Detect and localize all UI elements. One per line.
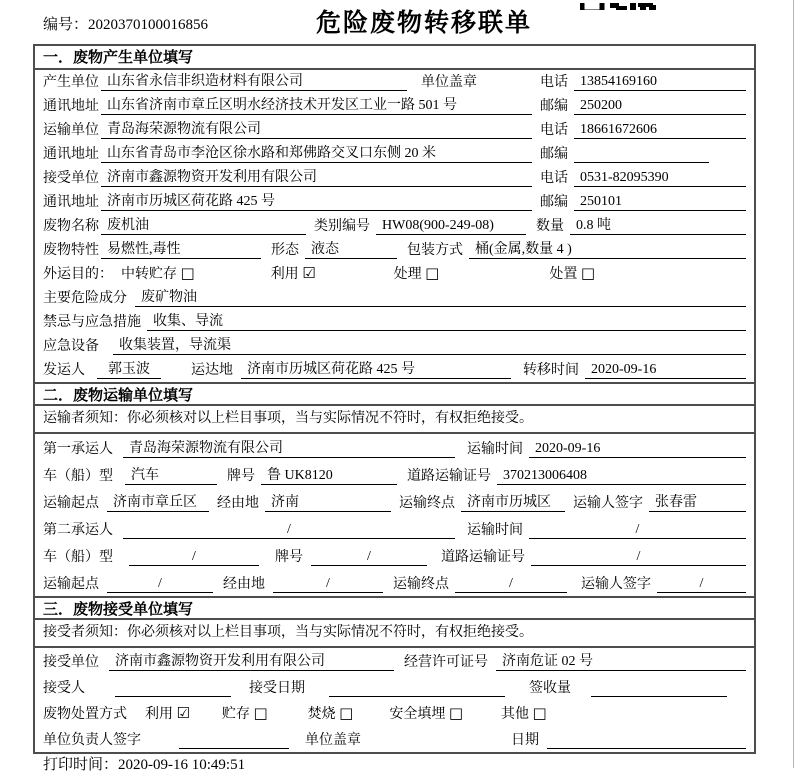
section3-heading: 三．废物接受单位填写 [35, 596, 754, 620]
responsible-sign-row [35, 726, 754, 752]
section2-heading: 二．废物运输单位填写 [35, 382, 754, 406]
receiver-phone-label: 电话 [540, 171, 568, 186]
waste-name-row [35, 214, 754, 238]
transfer-time-label: 转移时间 [523, 363, 579, 378]
plate-value: 鲁 UK8120 [261, 467, 397, 485]
transport-time-value: / [529, 521, 746, 539]
route-end-value: / [455, 575, 567, 593]
producer-zip-value: 250200 [574, 97, 746, 115]
transporter-notice-row [35, 406, 754, 434]
sign-date-label: 日期 [511, 733, 539, 748]
carrier2-value: / [123, 521, 455, 539]
manifest-form [33, 44, 756, 754]
carrier1-row [35, 434, 754, 461]
traits-value: 易燃性,毒性 [101, 241, 261, 259]
receiver-phone-value: 0531-82095390 [574, 169, 746, 187]
producer-zip-label: 邮编 [540, 99, 568, 114]
destination-value: 济南市历城区荷花路 425 号 [241, 361, 511, 379]
transporter-zip-label: 邮编 [540, 147, 568, 162]
route-via-label: 经由地 [217, 496, 259, 511]
transporter-notice-text: 运输者须知：你必须核对以上栏目事项，当与实际情况不符时，有权拒绝接受。 [43, 411, 533, 426]
packing-value: 桶(金属,数量 4 ) [469, 241, 746, 259]
plate-label: 牌号 [227, 469, 255, 484]
route-start-value: / [107, 575, 213, 593]
checkbox-unchecked-icon: □ [253, 704, 268, 722]
window-right-edge [793, 0, 794, 768]
checkbox-checked-icon: ☑ [302, 264, 316, 282]
waste-name-label: 废物名称 [43, 219, 99, 234]
print-time [43, 753, 245, 774]
serial-value: 2020370100016856 [88, 17, 209, 33]
document-header [0, 0, 796, 44]
carrier-sign-value: / [657, 575, 746, 593]
road-permit-label: 道路运输证号 [407, 469, 491, 484]
receiver-label: 接受单位 [43, 171, 99, 186]
waste-code-label: 类别编号 [314, 219, 370, 234]
receipt-date-value [329, 679, 505, 697]
equipment-value: 收集装置，导流渠 [113, 337, 746, 355]
producer-row [35, 70, 754, 94]
purpose-option-utilize: 利用 ☑ [270, 264, 316, 282]
receiver-value: 济南市鑫源物资开发利用有限公司 [101, 169, 532, 187]
transfer-time-value: 2020-09-16 [585, 361, 746, 379]
address-label: 通讯地址 [43, 195, 99, 210]
vehicle-type-value: 汽车 [125, 467, 217, 485]
unit-stamp-label: 单位盖章 [305, 733, 361, 748]
checkbox-unchecked-icon: □ [580, 264, 596, 282]
vehicle-type-value: / [129, 548, 259, 566]
purpose-option-dispose: 处置 □ [549, 264, 596, 282]
address-label: 通讯地址 [43, 99, 99, 114]
packing-label: 包装方式 [407, 243, 463, 258]
route-via-label: 经由地 [223, 577, 265, 592]
carrier-sign-label: 运输人签字 [573, 496, 643, 511]
disposal-option-other: 其他 □ [501, 704, 547, 722]
waste-code-value: HW08(900-249-08) [376, 217, 526, 235]
route-via-value: / [273, 575, 383, 593]
disposal-option-incinerate: 焚烧 □ [307, 704, 354, 722]
receiving-unit-label: 接受单位 [43, 655, 99, 670]
road-permit-value: / [531, 548, 746, 566]
transporter-row [35, 118, 754, 142]
producer-phone-label: 电话 [540, 75, 568, 90]
section1-heading: 一．废物产生单位填写 [35, 46, 754, 70]
route-end-label: 运输终点 [399, 496, 455, 511]
responsible-sign-value [179, 731, 289, 749]
waste-qty-label: 数量 [536, 219, 564, 234]
producer-value: 山东省永信非织造材料有限公司 [101, 73, 407, 91]
carrier2-label: 第二承运人 [43, 523, 113, 538]
transporter-phone-value: 18661672606 [574, 121, 746, 139]
taboo-label: 禁忌与应急措施 [43, 315, 141, 330]
checkbox-unchecked-icon: □ [425, 264, 440, 282]
transporter-address-row [35, 142, 754, 166]
shipper-label: 发运人 [43, 363, 85, 378]
transporter-zip-value [574, 145, 709, 163]
checkbox-unchecked-icon: □ [339, 704, 354, 722]
carrier-sign-label: 运输人签字 [581, 577, 651, 592]
route-start-label: 运输起点 [43, 496, 99, 511]
receiver-row [35, 166, 754, 190]
vehicle1-row [35, 461, 754, 488]
producer-phone-value: 13854169160 [574, 73, 746, 91]
taboo-value: 收集、导流 [147, 313, 746, 331]
receiver-address-value: 济南市历城区荷花路 425 号 [101, 193, 532, 211]
receiving-unit-row [35, 648, 754, 674]
hazard-components-row [35, 286, 754, 310]
producer-address-row [35, 94, 754, 118]
signed-qty-value [591, 679, 727, 697]
transport-time-label: 运输时间 [467, 442, 523, 457]
carrier1-label: 第一承运人 [43, 442, 113, 457]
route-via-value: 济南 [265, 494, 391, 512]
carrier2-row [35, 515, 754, 542]
emergency-equipment-row [35, 334, 754, 358]
receiver-person-value [115, 679, 231, 697]
route-end-label: 运输终点 [393, 577, 449, 592]
purpose-option-treat: 处理 □ [393, 264, 440, 282]
serial-number [43, 13, 208, 34]
hazard-label: 主要危险成分 [43, 291, 127, 306]
purpose-option-storage: 中转贮存 □ [121, 264, 195, 282]
transfer-purpose-row [35, 262, 754, 286]
destination-label: 运达地 [191, 363, 233, 378]
disposal-option-storage: 贮存 □ [221, 704, 268, 722]
receiver-notice-row [35, 620, 754, 648]
license-value: 济南危证 02 号 [496, 653, 746, 671]
equipment-label: 应急设备 [43, 339, 99, 354]
vehicle2-row [35, 542, 754, 569]
plate-label: 牌号 [275, 550, 303, 565]
hazard-value: 废矿物油 [135, 289, 746, 307]
route-start-value: 济南市章丘区 [107, 494, 209, 512]
checkbox-unchecked-icon: □ [532, 704, 547, 722]
waste-qty-value: 0.8 吨 [570, 217, 746, 235]
checkbox-unchecked-icon: □ [180, 264, 195, 282]
waste-name-value: 废机油 [101, 217, 306, 235]
transporter-label: 运输单位 [43, 123, 99, 138]
route2-row [35, 569, 754, 596]
taboo-measures-row [35, 310, 754, 334]
disposal-option-landfill: 安全填埋 □ [389, 704, 464, 722]
serial-label: 编号： [43, 17, 89, 33]
carrier1-value: 青岛海荣源物流有限公司 [123, 440, 455, 458]
road-permit-label: 道路运输证号 [441, 550, 525, 565]
form-state-label: 形态 [271, 243, 299, 258]
stamp-label: 单位盖章 [421, 75, 477, 90]
disposal-label: 废物处置方式 [43, 707, 127, 722]
checkbox-unchecked-icon: □ [448, 704, 464, 722]
sign-date-value [547, 731, 746, 749]
vehicle-type-label: 车（船）型 [43, 550, 113, 565]
producer-address-value: 山东省济南市章丘区明水经济技术开发区工业一路 501 号 [101, 97, 532, 115]
responsible-sign-label: 单位负责人签字 [43, 733, 141, 748]
form-state-value: 液态 [305, 241, 397, 259]
transporter-address-value: 山东省青岛市李沧区徐水路和郑佛路交叉口东侧 20 米 [101, 145, 532, 163]
carrier-sign-value: 张春雷 [649, 494, 746, 512]
waste-traits-row [35, 238, 754, 262]
receiver-address-row [35, 190, 754, 214]
receipt-row [35, 674, 754, 700]
qr-code-icon [580, 0, 656, 10]
receiver-zip-label: 邮编 [540, 195, 568, 210]
page-title: 危险废物转移联单 [316, 9, 533, 37]
purpose-label: 外运目的： [43, 267, 113, 282]
receipt-date-label: 接受日期 [249, 681, 305, 696]
receiving-unit-value: 济南市鑫源物资开发利用有限公司 [109, 653, 394, 671]
road-permit-value: 370213006408 [497, 467, 746, 485]
print-time-value: 2020-09-16 10:49:51 [118, 757, 246, 773]
transport-time-value: 2020-09-16 [529, 440, 746, 458]
vehicle-type-label: 车（船）型 [43, 469, 113, 484]
checkbox-checked-icon: ☑ [176, 704, 190, 722]
signed-qty-label: 签收量 [529, 681, 571, 696]
transport-time-label: 运输时间 [467, 523, 523, 538]
transporter-value: 青岛海荣源物流有限公司 [101, 121, 532, 139]
route1-row [35, 488, 754, 515]
receiver-notice-text: 接受者须知：你必须核对以上栏目事项，当与实际情况不符时，有权拒绝接受。 [43, 625, 533, 640]
receiver-person-label: 接受人 [43, 681, 85, 696]
plate-value: / [311, 548, 427, 566]
route-end-value: 济南市历城区 [461, 494, 565, 512]
disposal-method-row [35, 700, 754, 726]
receiver-zip-value: 250101 [574, 193, 746, 211]
license-label: 经营许可证号 [404, 655, 488, 670]
transporter-phone-label: 电话 [540, 123, 568, 138]
shipper-value: 郭玉波 [97, 361, 161, 379]
route-start-label: 运输起点 [43, 577, 99, 592]
print-time-label: 打印时间： [43, 757, 119, 773]
traits-label: 废物特性 [43, 243, 99, 258]
address-label: 通讯地址 [43, 147, 99, 162]
producer-label: 产生单位 [43, 75, 99, 90]
shipper-row [35, 358, 754, 382]
disposal-option-utilize: 利用 ☑ [145, 704, 190, 722]
